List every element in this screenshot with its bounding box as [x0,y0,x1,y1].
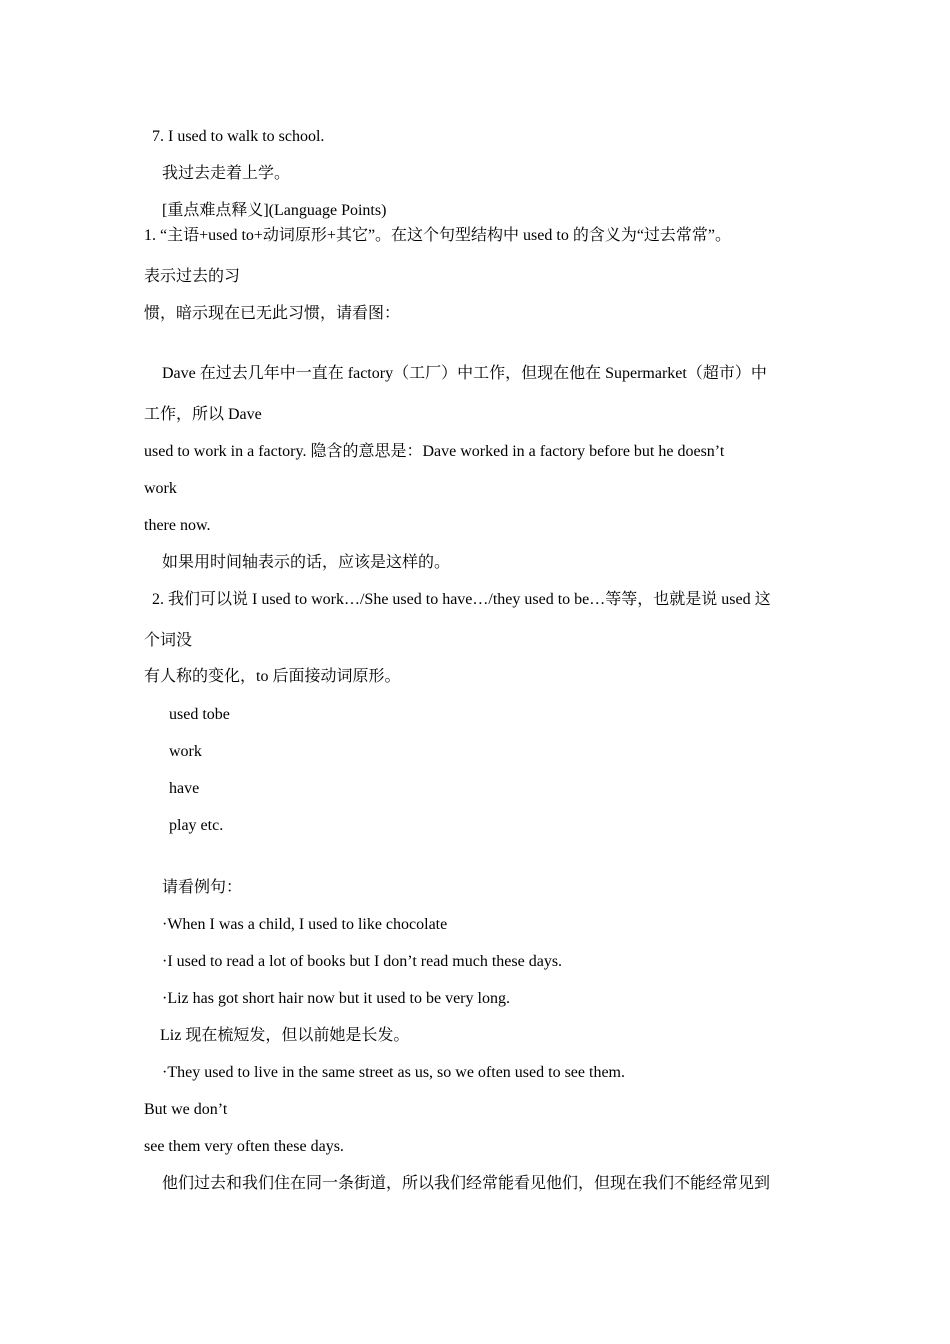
dave-example-meaning-3: there now. [144,517,211,534]
example-sentence-7: 7. I used to walk to school. [152,128,325,145]
point-2-text: 2. 我们可以说 I used to work…/She used to have…/they used to be…等等，也就是说 used 这 [152,591,771,608]
point-1-continuation: 表示过去的习 [144,268,241,285]
dave-example-text: Dave 在过去几年中一直在 factory（工厂）中工作，但现在他在 Supermarket（超市）中 [162,365,767,382]
point-2-continuation-2: 有人称的变化，to 后面接动词原形。 [144,668,401,685]
timeline-note: 如果用时间轴表示的话，应该是这样的。 [162,554,451,571]
example-item-3-translation: Liz 现在梳短发，但以前她是长发。 [160,1027,410,1044]
verb-list-item: used tobe [169,706,230,723]
example-item-4-continuation: But we don’t [144,1101,228,1118]
example-item-2: ·I used to read a lot of books but I don’t read much these days. [162,953,563,970]
section-heading-language-points: [重点难点释义](Language Points) [162,202,387,219]
dave-example-meaning-2: work [144,480,177,497]
verb-list-item: work [169,743,202,760]
example-item-3: ·Liz has got short hair now but it used to be very long. [162,990,510,1007]
point-2-continuation: 个词没 [144,632,193,649]
example-item-4-continuation-2: see them very often these days. [144,1138,344,1155]
dave-example-meaning: used to work in a factory. 隐含的意思是：Dave worked in a factory before but he doesn’t [144,443,725,460]
example-item-4: ·They used to live in the same street as us, so we often used to see them. [162,1064,625,1081]
examples-heading: 请看例句： [162,879,243,896]
example-item-1: ·When I was a child, I used to like chocolate [162,916,448,933]
point-1-text: 1. “主语+used to+动词原形+其它”。在这个句型结构中 used to 的含义为“过去常常”。 [144,227,732,244]
point-1-continuation-2: 惯，暗示现在已无此习惯，请看图： [144,305,401,322]
verb-list-item: play etc. [169,817,224,834]
dave-example-continuation: 工作，所以 Dave [144,406,262,423]
example-item-4-translation: 他们过去和我们住在同一条街道，所以我们经常能看见他们，但现在我们不能经常见到 [162,1175,771,1192]
example-translation-7: 我过去走着上学。 [162,165,291,182]
verb-list-item: have [169,780,200,797]
